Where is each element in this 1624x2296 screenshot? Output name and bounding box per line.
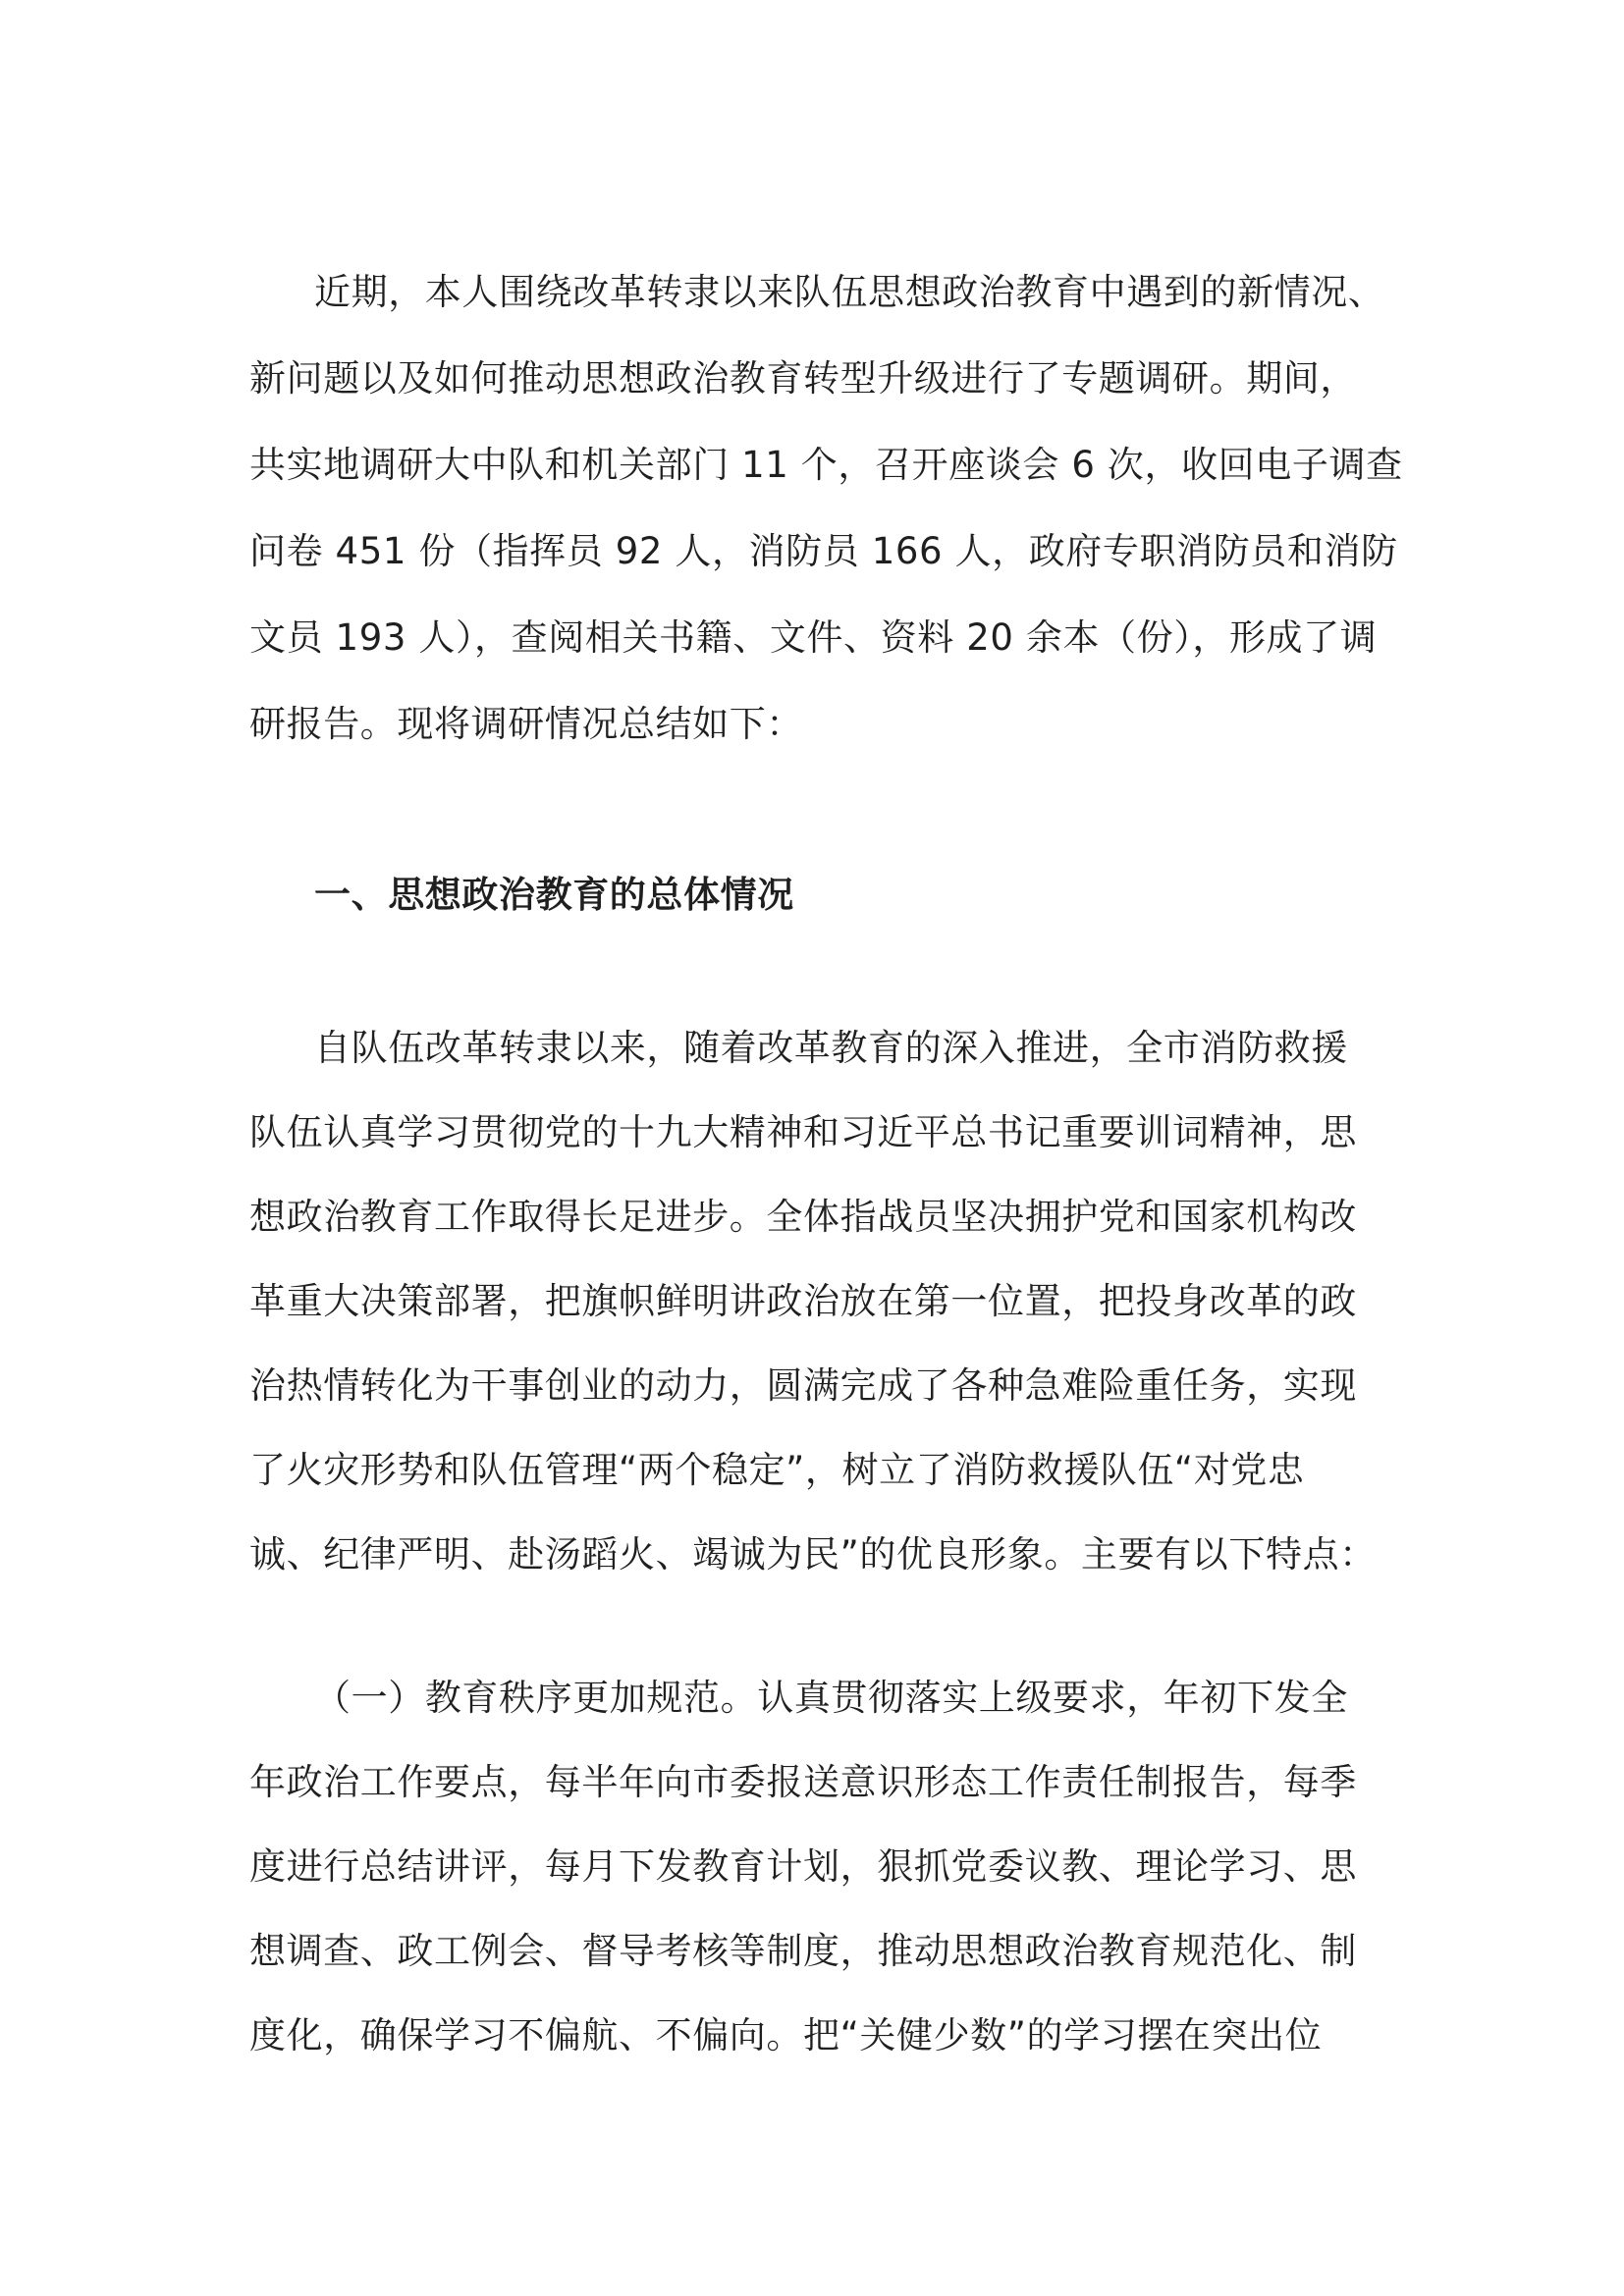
section1-line-4: 革重大决策部署，把旗帜鲜明讲政治放在第一位置，把投身改革的政 bbox=[249, 1280, 1357, 1322]
section-heading: 一、思想政治教育的总体情况 bbox=[314, 874, 794, 916]
section2-line-4: 想调查、政工例会、督导考核等制度，推动思想政治教育规范化、制 bbox=[249, 1930, 1357, 1972]
intro-line-1: 近期，本人围绕改革转隶以来队伍思想政治教育中遇到的新情况、 bbox=[314, 271, 1385, 313]
section1-line-6: 了火灾形势和队伍管理“两个稳定”，树立了消防救援队伍“对党忠 bbox=[249, 1449, 1305, 1491]
intro-line-6: 研报告。现将调研情况总结如下： bbox=[249, 703, 803, 745]
intro-line-3: 共实地调研大中队和机关部门 11 个，召开座谈会 6 次，收回电子调查 bbox=[249, 444, 1403, 486]
section2-line-3: 度进行总结讲评，每月下发教育计划，狠抓党委议教、理论学习、思 bbox=[249, 1845, 1357, 1888]
section2-line-1: （一）教育秩序更加规范。认真贯彻落实上级要求，年初下发全 bbox=[314, 1677, 1348, 1719]
section1-line-1: 自队伍改革转隶以来，随着改革教育的深入推进，全市消防救援 bbox=[314, 1027, 1348, 1069]
section2-line-2: 年政治工作要点，每半年向市委报送意识形态工作责任制报告，每季 bbox=[249, 1761, 1357, 1803]
section1-line-5: 治热情转化为干事创业的动力，圆满完成了各种急难险重任务，实现 bbox=[249, 1364, 1357, 1407]
section1-line-7: 诚、纪律严明、赴汤蹈火、竭诚为民”的优良形象。主要有以下特点： bbox=[249, 1533, 1377, 1575]
intro-line-4: 问卷 451 份（指挥员 92 人，消防员 166 人，政府专职消防员和消防 bbox=[249, 530, 1398, 572]
intro-line-2: 新问题以及如何推动思想政治教育转型升级进行了专题调研。期间， bbox=[249, 357, 1357, 400]
section1-line-3: 想政治教育工作取得长足进步。全体指战员坚决拥护党和国家机构改 bbox=[249, 1196, 1357, 1238]
section1-line-2: 队伍认真学习贯彻党的十九大精神和习近平总书记重要训词精神，思 bbox=[249, 1111, 1357, 1153]
section2-line-5: 度化，确保学习不偏航、不偏向。把“关健少数”的学习摆在突出位 bbox=[249, 2014, 1323, 2056]
intro-line-5: 文员 193 人），查阅相关书籍、文件、资料 20 余本（份），形成了调 bbox=[249, 616, 1378, 659]
